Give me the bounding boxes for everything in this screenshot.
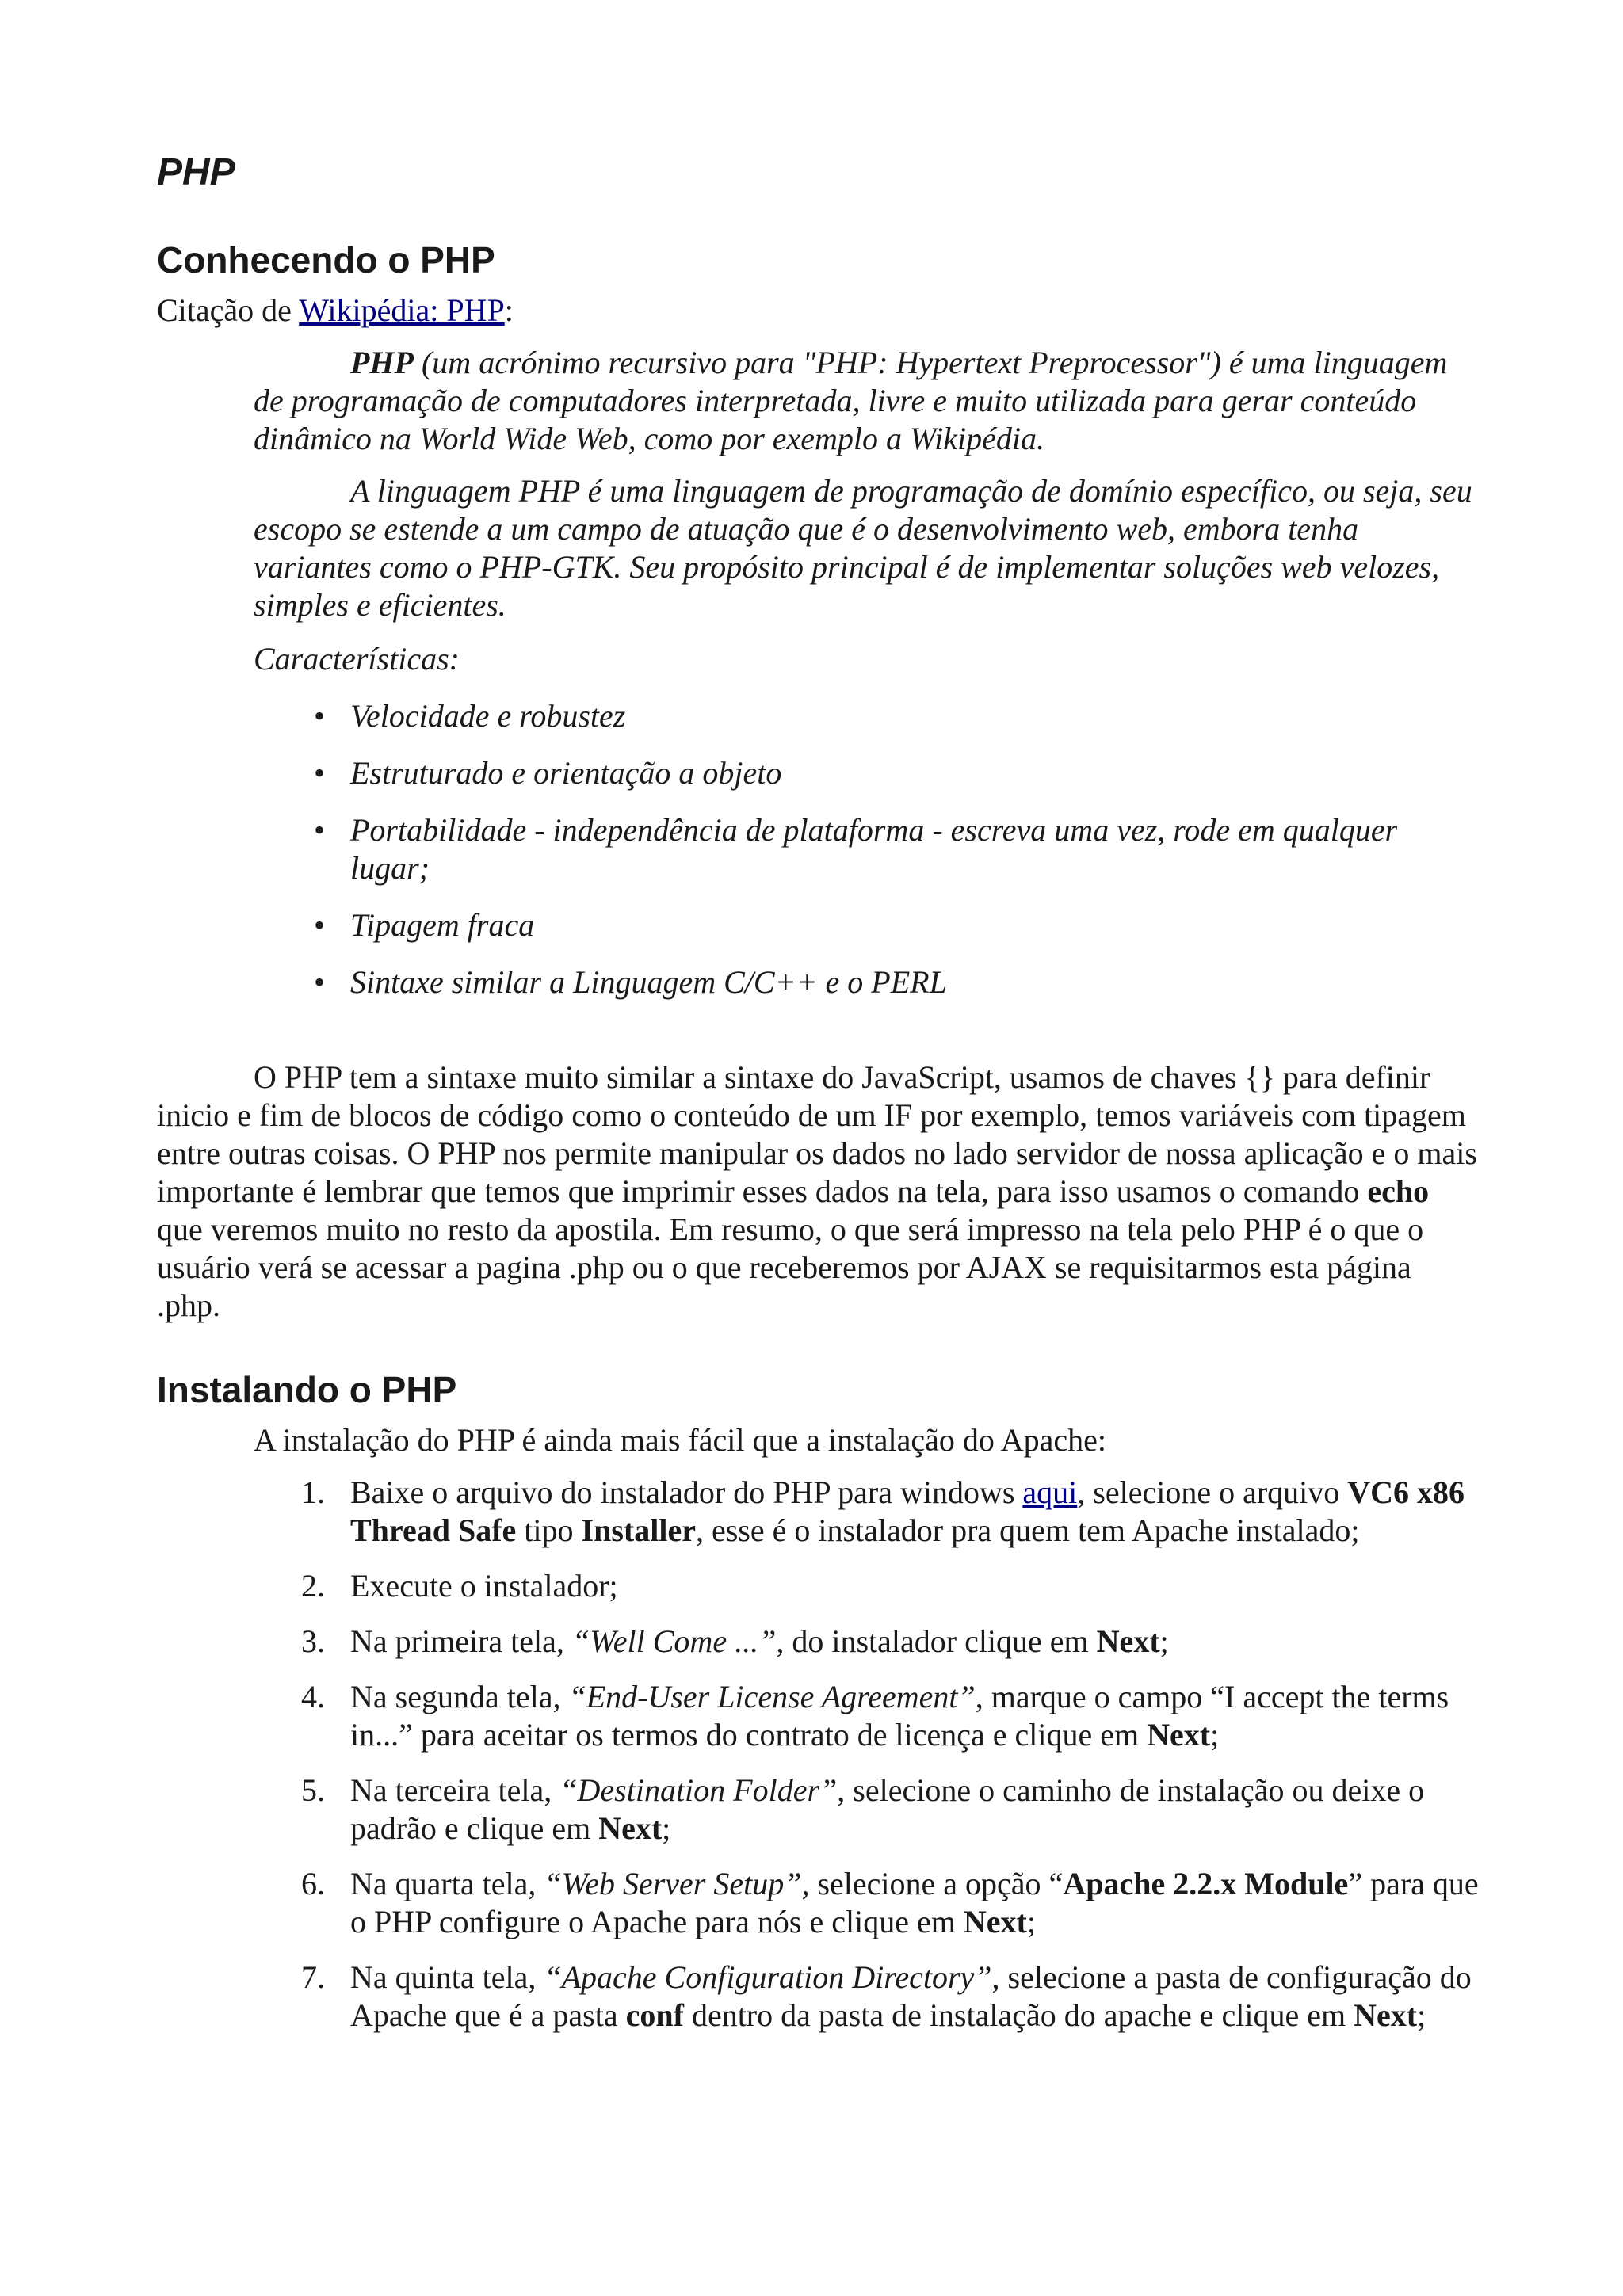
step-text: tipo [516, 1512, 582, 1548]
step-text: , selecione a opção “ [801, 1866, 1064, 1901]
wikipedia-quote [254, 344, 1480, 1001]
install-steps [301, 1474, 1480, 2035]
citation-suffix: : [504, 292, 514, 328]
list-item [301, 1958, 1480, 2035]
step-italic: “Well Come ...” [571, 1623, 777, 1659]
step-bold: Next [963, 1904, 1027, 1939]
step-bold: Next [1147, 1717, 1211, 1753]
list-item: • Velocidade e robustez [350, 697, 1480, 735]
step-bold: Installer [581, 1512, 696, 1548]
step-italic: “End-User License Agreement” [568, 1679, 976, 1714]
body-text-2: que veremos muito no resto da apostila. Em resumo, o que será impresso na tela pelo PHP é o que o usuário verá se acessar a pagina .php ou o que receberemos por AJAX se requisitarmos esta página .php. [157, 1211, 1424, 1323]
install-intro: A instalação do PHP é ainda mais fácil que a instalação do Apache: [254, 1422, 1106, 1458]
step-text: ; [1159, 1623, 1169, 1659]
list-item [301, 1865, 1480, 1941]
features-label: Características: [254, 641, 460, 677]
list-item [301, 1567, 1480, 1605]
step-text: Na terceira tela, [350, 1772, 560, 1808]
step-text: , selecione o arquivo [1077, 1474, 1348, 1510]
step-number: 1. [301, 1474, 325, 1510]
list-item: • Tipagem fraca [350, 906, 1480, 944]
step-text: dentro da pasta de instalação do apache e clique em [683, 1997, 1354, 2033]
step-italic: “Web Server Setup” [544, 1866, 802, 1901]
step-number: 4. [301, 1679, 325, 1714]
step-text: Na quinta tela, [350, 1959, 544, 1995]
step-number: 2. [301, 1568, 325, 1604]
step-text: Baixe o arquivo do instalador do PHP para windows [350, 1474, 1023, 1510]
step-bold: Next [598, 1810, 663, 1846]
quote-paragraph-1 [254, 344, 1480, 458]
body-text-1: O PHP tem a sintaxe muito similar a sintaxe do JavaScript, usamos de chaves {} para definir inicio e fim de blocos de código como o conteúdo de um IF por exemplo, temos variáveis com tipagem entre outras coisas. O PHP nos permite manipular os dados no lado servidor de nossa aplicação e o mais importante é lembrar que temos que imprimir esses dados na tela, para isso usamos o comando [157, 1059, 1477, 1209]
step-text: Na primeira tela, [350, 1623, 572, 1659]
section-heading-instalando: Instalando o PHP [157, 1369, 457, 1410]
step-bold: Next [1096, 1623, 1160, 1659]
step-text: ; [1417, 1997, 1426, 2033]
step-text: , selecione a pasta de configuração do Apache que é a pasta [350, 1959, 1472, 2033]
step-text: , selecione o caminho de instalação ou deixe o padrão e clique em [350, 1772, 1425, 1846]
step-bold: Next [1354, 1997, 1418, 2033]
list-item [301, 1474, 1480, 1550]
citation-line [157, 292, 1480, 330]
step-text: ; [662, 1810, 671, 1846]
wikipedia-php-link[interactable]: Wikipédia: PHP [299, 292, 505, 328]
list-item: • Portabilidade - independência de plataforma - escreva uma vez, rode em qualquer lugar; [350, 811, 1480, 887]
step-text: , do instalador clique em [776, 1623, 1097, 1659]
section-heading-conhecendo: Conhecendo o PHP [157, 239, 495, 280]
step-text: Na segunda tela, [350, 1679, 569, 1714]
step-text: Na quarta tela, [350, 1866, 544, 1901]
step-bold: conf [625, 1997, 684, 2033]
echo-keyword: echo [1367, 1173, 1430, 1209]
step-number: 5. [301, 1772, 325, 1808]
step-text: ; [1026, 1904, 1036, 1939]
quote-paragraph-1-text: (um acrónimo recursivo para "PHP: Hypertext Preprocessor") é uma linguagem de programação de computadores interpretada, livre e muito utilizada para gerar conteúdo dinâmico na World Wide Web, como por exemplo a Wikipédia. [254, 345, 1448, 456]
step-number: 7. [301, 1959, 325, 1995]
body-paragraph [157, 1058, 1480, 1325]
list-item [301, 1623, 1480, 1661]
list-item [301, 1678, 1480, 1754]
step-number: 6. [301, 1866, 325, 1901]
step-bold: VC6 x86 Thread Safe [350, 1474, 1465, 1548]
step-number: 3. [301, 1623, 325, 1659]
list-item: • Sintaxe similar a Linguagem C/C++ e o PERL [350, 963, 1480, 1001]
step-text: , esse é o instalador pra quem tem Apache instalado; [695, 1512, 1360, 1548]
document-title: PHP [157, 151, 235, 193]
step-text: ” para que o PHP configure o Apache para nós e clique em [350, 1866, 1479, 1939]
step-text: ; [1210, 1717, 1220, 1753]
step-bold: Apache 2.2.x Module [1063, 1866, 1349, 1901]
citation-prefix: Citação de [157, 292, 300, 328]
quote-php-bold: PHP [350, 345, 414, 380]
list-item: • Estruturado e orientação a objeto [350, 754, 1480, 792]
features-list [254, 697, 1480, 1001]
quote-paragraph-2: A linguagem PHP é uma linguagem de programação de domínio específico, ou seja, seu escopo se estende a um campo de atuação que é o desenvolvimento web, embora tenha variantes como o PHP-GTK. Seu propósito principal é de implementar soluções web velozes, simples e eficientes. [254, 473, 1472, 623]
download-aqui-link[interactable]: aqui [1022, 1474, 1078, 1510]
list-item [301, 1772, 1480, 1848]
step-text: , marque o campo “I accept the terms in...” para aceitar os termos do contrato de licença e clique em [350, 1679, 1449, 1753]
step-text: Execute o instalador; [350, 1568, 618, 1604]
step-italic: “Apache Configuration Directory” [544, 1959, 992, 1995]
step-italic: “Destination Folder” [559, 1772, 838, 1808]
